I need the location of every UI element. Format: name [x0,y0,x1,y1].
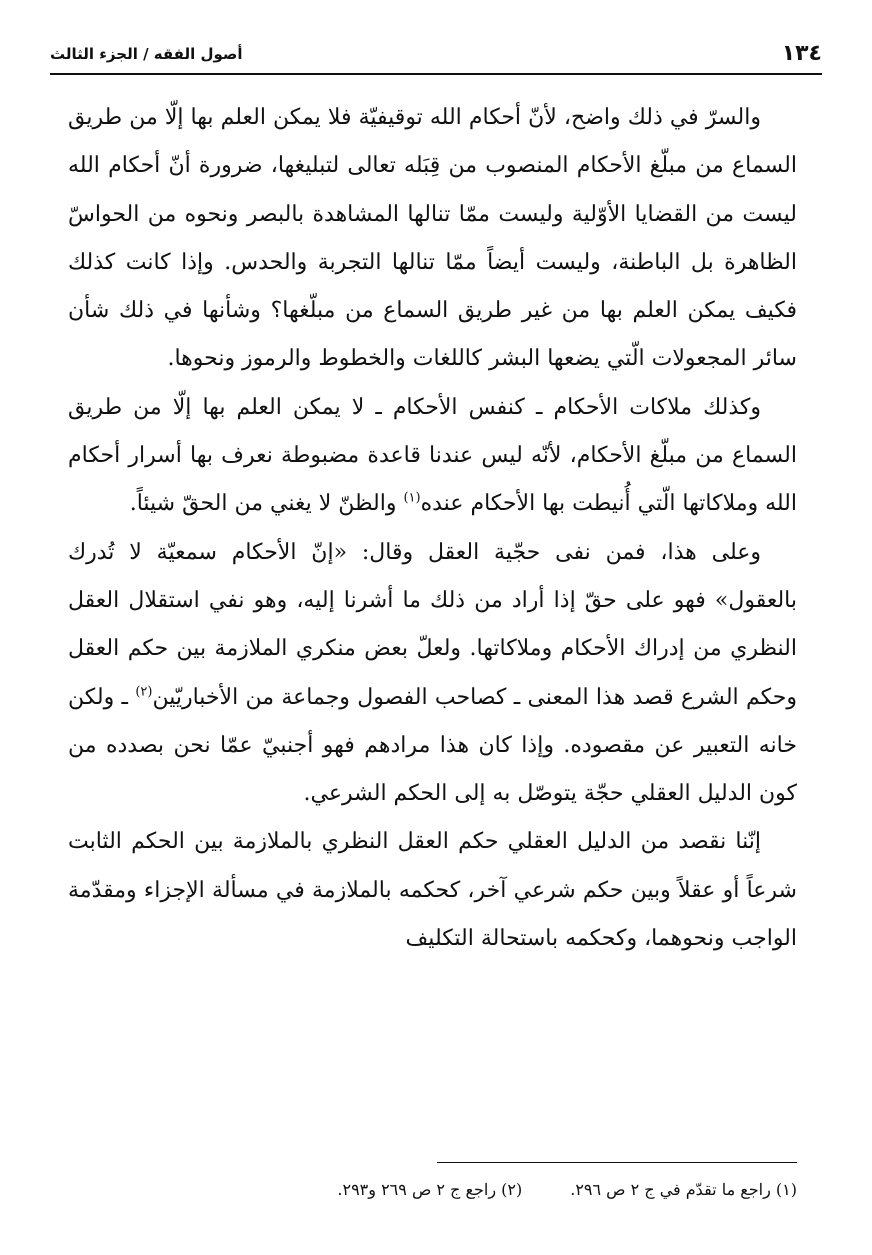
header-rule [50,73,822,75]
paragraph-1: والسرّ في ذلك واضح، لأنّ أحكام الله توقيفيّة فلا يمكن العلم بها إلّا من طريق السماع من مبلّغ الأحكام المنصوب من قِبَله تعالى لتبليغها، ضرورة أنّ أحكام الله ليست من القضايا الأوّلية وليست ممّا تنالها المشاهدة بالبصر ونحوه من الحواسّ الظاهرة بل الباطنة، وليست أيضاً ممّا تنالها التجربة والحدس. وإذا كانت كذلك فكيف يمكن العلم بها من غير طريق السماع من مبلّغها؟ وشأنها في ذلك شأن سائر المجعولات الّتي يضعها البشر كاللغات والخطوط والرموز ونحوها. [68,105,797,372]
paragraph-2 [68,384,797,529]
body-text [68,94,797,963]
page-header [50,40,822,68]
paragraph-2-text: وكذلك ملاكات الأحكام ـ كنفس الأحكام ـ لا يمكن العلم بها إلّا من طريق السماع من مبلّغ الأحكام، لأنّه ليس عندنا قاعدة مضبوطة نعرف بها أسرار أحكام الله وملاكاتها الّتي أُنيطت بها الأحكام عنده [68,394,797,517]
paragraph-3-text-end: ـ ولكن خانه التعبير عن مقصوده. وإذا كان هذا مرادهم فهو أجنبيّ عمّا نحن بصدده من كون الدليل العقلي حجّة يتوصّل به إلى الحكم الشرعي. [68,684,797,807]
running-title: أصول الفقه / الجزء الثالث [50,45,243,63]
footnote-ref-1: (١) [403,491,421,507]
paragraph-2-text-end: والظنّ لا يغني من الحقّ شيئاً. [129,491,404,517]
paragraph-3-text: وعلى هذا، فمن نفى حجّية العقل وقال: «إنّ الأحكام سمعيّة لا تُدرك بالعقول» فهو على حقّ إذا أراد من ذلك ما أشرنا إليه، وهو نفي استقلال العقل النظري من إدراك الأحكام وملاكاتها. ولعلّ بعض منكري الملازمة بين حكم العقل وحكم الشرع قصد هذا المعنى ـ كصاحب الفصول وجماعة من الأخباريّين [68,539,797,710]
page-number: ١٣٤ [781,41,822,66]
footnote-ref-2: (٢) [135,684,153,700]
paragraph-4: إنّنا نقصد من الدليل العقلي حكم العقل النظري بالملازمة بين الحكم الثابت شرعاً أو عقلاً وبين حكم شرعي آخر، كحكمه بالملازمة في مسألة الإجزاء ومقدّمة الواجب ونحوهما، وكحكمه باستحالة التكليف [68,829,797,952]
paragraph-3 [68,529,797,819]
footnotes [68,1177,797,1203]
footnote-2: (٢) راجع ج ٢ ص ٢٦٩ و٢٩٣. [337,1180,523,1199]
footnote-rule [437,1162,797,1163]
footnote-1: (١) راجع ما تقدّم في ج ٢ ص ٢٩٦. [570,1180,797,1199]
